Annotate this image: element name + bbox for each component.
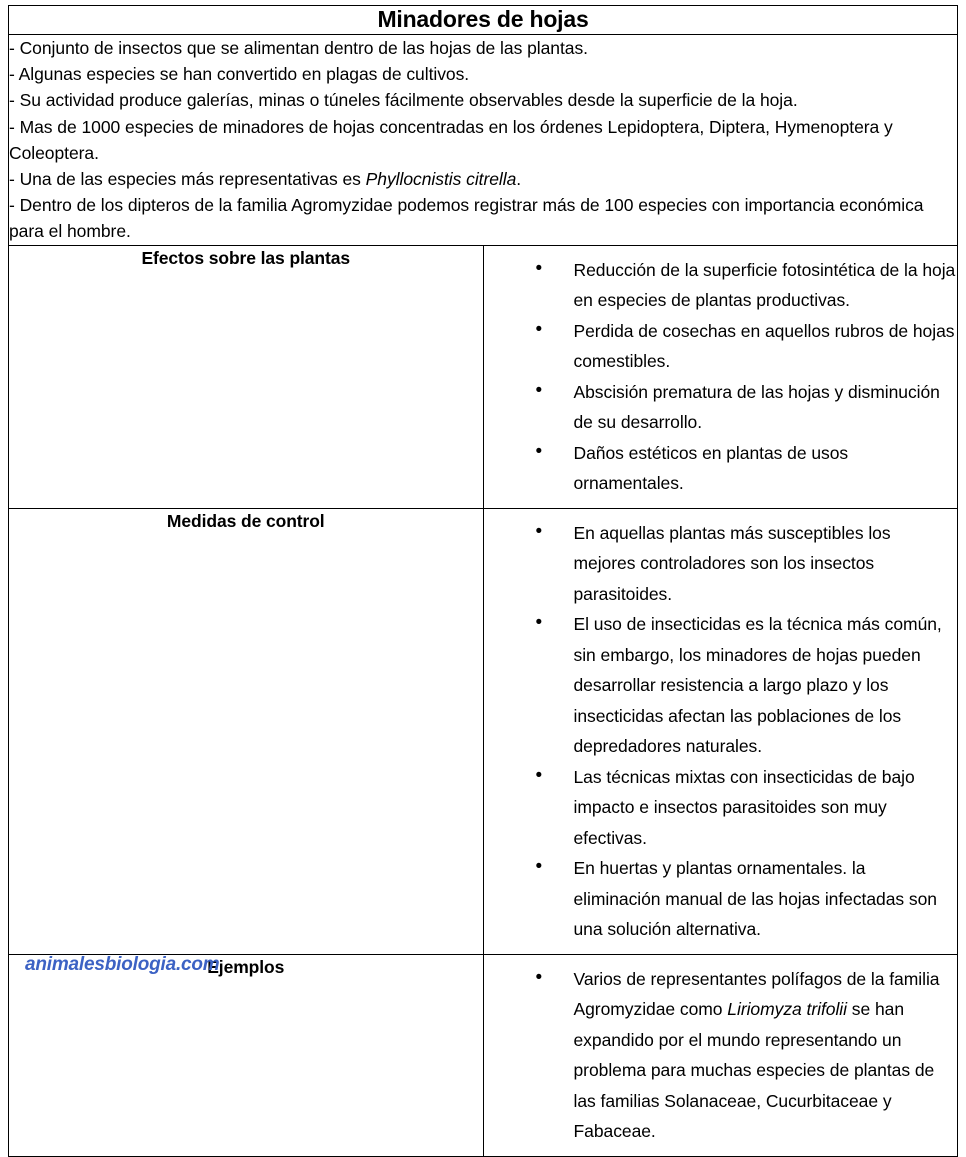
bullet-item: • En huertas y plantas ornamentales. la eliminación manual de las hojas infectadas son una solución alternativa. [536,853,958,945]
table-row [9,954,958,1156]
intro-line: - Conjunto de insectos que se alimentan dentro de las hojas de las plantas. [9,38,588,58]
row-label-text: Efectos sobre las plantas [141,247,351,268]
intro-line: - Mas de 1000 especies de minadores de hojas concentradas en los órdenes Lepidoptera, Diptera, Hymenoptera y Coleoptera. [9,116,893,163]
row-label-text: Ejemplos [207,956,285,977]
minadores-de-hojas-table [8,5,958,1157]
intro-text-block [9,35,957,245]
bullet-item: • En aquellas plantas más susceptibles los mejores controladores son los insectos parasitoides. [536,518,958,610]
page-title: Minadores de hojas [377,6,589,32]
bullet-item: • Reducción de la superficie fotosintética de la hoja en especies de plantas productivas. [536,255,958,316]
bullet-list [484,518,958,945]
bullet-item: • Las técnicas mixtas con insecticidas de bajo impacto e insectos parasitoides son muy efectivas. [536,762,958,854]
bullet-list [484,255,958,499]
row-content-effects [483,245,958,508]
bullet-item: • Abscisión prematura de las hojas y disminución de su desarrollo. [536,377,958,438]
bullet-item: • El uso de insecticidas es la técnica más común, sin embargo, los minadores de hojas pueden desarrollar resistencia a largo plazo y los insecticidas afectan las poblaciones de los depredadores naturales. [536,609,958,762]
species-name: Liriomyza trifolii [727,999,847,1020]
site-watermark: animalesbiologia.com [25,953,220,975]
bullet-list [484,964,958,1147]
label-and-watermark-wrap [9,955,483,980]
intro-row [9,35,958,246]
intro-line: - Algunas especies se han convertido en plagas de cultivos. [9,64,470,85]
table-header-row [9,6,958,35]
table-row [9,508,958,954]
intro-cell [9,35,958,246]
species-name: Phyllocnistis citrella [365,169,517,190]
row-label-text: Medidas de control [166,510,325,531]
intro-line: - Dentro de los dipteros de la familia Agromyzidae podemos registrar más de 100 especies con importancia económica para el hombre. [9,195,924,242]
intro-line: - Una de las especies más representativas es Phyllocnistis citrella. [9,169,522,190]
bullet-item: • Perdida de cosechas en aquellos rubros de hojas comestibles. [536,316,958,377]
row-content-control [483,508,958,954]
table-row [9,245,958,508]
table-title-cell [9,6,958,35]
bullet-item: • Varios de representantes polífagos de la familia Agromyzidae como Liriomyza trifolii se han expandido por el mundo representando un problema para muchas especies de plantas de las familias Solanaceae, Cucurbitaceae y Fabaceae. [536,964,958,1147]
row-label-effects [9,245,484,508]
row-label-examples [9,954,484,1156]
bullet-item: • Daños estéticos en plantas de usos ornamentales. [536,438,958,499]
intro-line: - Su actividad produce galerías, minas o túneles fácilmente observables desde la superficie de la hoja. [9,90,798,111]
row-content-examples [483,954,958,1156]
row-label-control [9,508,484,954]
